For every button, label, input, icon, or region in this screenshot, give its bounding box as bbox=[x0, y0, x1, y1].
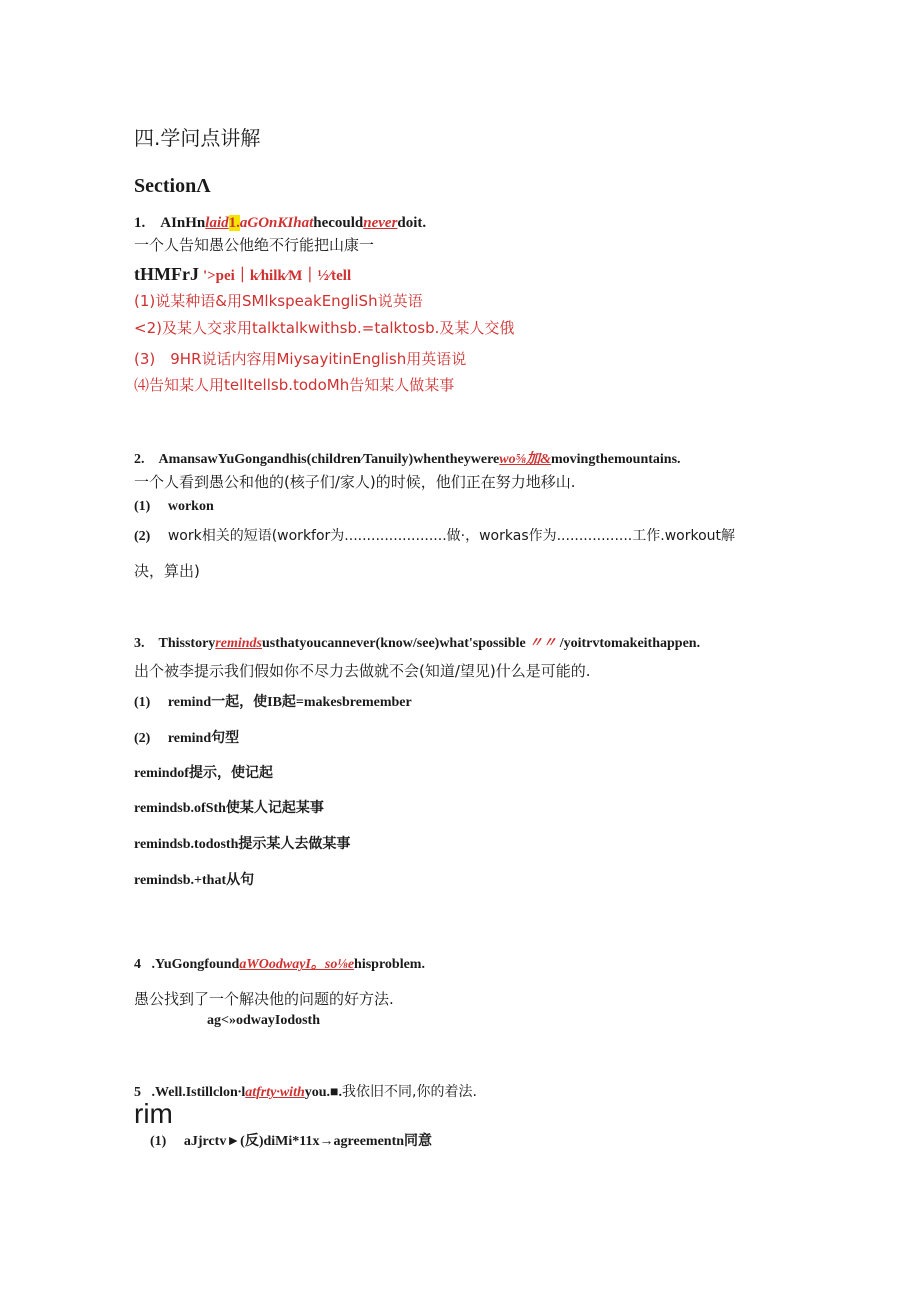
blank-answer: wo⅝加& bbox=[499, 452, 551, 467]
item-1-note-4: ⑷告知某人用telltellsb.todoMh告知某人做某事 bbox=[134, 376, 455, 394]
item-2-number: 2. bbox=[134, 452, 145, 467]
item-4-sentence: 4 .YuGongfoundaWOodwayI。so⅛ehisproblem. bbox=[134, 957, 425, 972]
item-1-number: 1. bbox=[134, 215, 146, 231]
item-4-translation: 愚公找到了一个解决他的问题的好方法. bbox=[134, 990, 394, 1008]
item-3-pattern-1: remindof提示，使记起 bbox=[134, 766, 273, 781]
blank-answer: 〃〃 bbox=[528, 636, 557, 651]
item-1-translation: 一个人告知愚公他绝不行能把山康一 bbox=[134, 236, 375, 254]
item-1-note-3: (3) 9HR说话内容用MiysayitinEnglish用英语说 bbox=[134, 350, 467, 368]
item-4-note: ag<»odwayIodosth bbox=[207, 1013, 321, 1028]
blank-answer: never bbox=[363, 215, 398, 231]
item-3-pattern-3: remindsb.todosth提示某人去做某事 bbox=[134, 837, 351, 852]
item-3-number: 3. bbox=[134, 636, 145, 651]
item-5-sentence: 5 .Well.Istillclon∙latfrty∙withyou.■.我依旧不同,你的着法. bbox=[134, 1084, 477, 1100]
item-5-sub-1: (1) aJjrctv►(反)diMi*11x→agreementn同意 bbox=[150, 1134, 433, 1149]
item-3-sub-2: (2) remind句型 bbox=[134, 731, 240, 746]
item-2-sub-2-cont: 决，算出) bbox=[134, 562, 200, 580]
item-3-sentence: 3. Thisstoryremindsusthatyoucannever(know/see)what'spossible 〃〃 /yoitrvtomakeithappen. bbox=[134, 636, 701, 651]
item-2-sub-2: (2) work相关的短语(workfor为.......................做·，workas作为.................工作.workout解 bbox=[134, 528, 736, 544]
item-2-sentence: 2. AmansawYuGongandhis(children∕Tanuily)whentheywerewo⅝加&movingthemountains. bbox=[134, 452, 681, 467]
item-2-sub-1: (1) workon bbox=[134, 499, 214, 514]
blank-answer: laid bbox=[205, 215, 229, 231]
highlight-mark: 1. bbox=[228, 215, 240, 231]
item-1-note-2: <2)及某人交求用talktalkwithsb.=talktosb.及某人交俄 bbox=[134, 319, 515, 337]
item-3-pattern-4: remindsb.+that从句 bbox=[134, 873, 255, 888]
item-5-number: 5 bbox=[134, 1085, 141, 1100]
item-1-keyword-line: tHMFrJ '>pei｜k∕hilk∕M｜½∕tell bbox=[134, 264, 352, 284]
item-1-note-1: (1)说某种语&用SMlkspeakEngliSh说英语 bbox=[134, 292, 423, 310]
blank-answer: atfrty∙with bbox=[245, 1085, 305, 1100]
item-2-translation: 一个人看到愚公和他的(核子们/家人)的时候，他们正在努力地移山. bbox=[134, 473, 576, 491]
item-3-translation: 出个被李提示我们假如你不尽力去做就不会(知道/望见)什么是可能的. bbox=[134, 662, 591, 680]
item-3-sub-1: (1) remind一起，使IB起=makesbremember bbox=[134, 695, 412, 710]
blank-answer: reminds bbox=[215, 636, 262, 651]
item-5-large-word: rim bbox=[134, 1098, 173, 1129]
section-title: SectionΛ bbox=[134, 175, 211, 197]
section-heading: 四.学问点讲解 bbox=[134, 126, 261, 150]
item-4-number: 4 bbox=[134, 957, 141, 972]
item-1-sentence: 1. AInHnlaid1.aGOnKIhathecouldneverdoit. bbox=[134, 215, 427, 231]
blank-answer: aWOodwayI。so⅛e bbox=[239, 957, 355, 972]
item-3-pattern-2: remindsb.ofSth使某人记起某事 bbox=[134, 801, 324, 816]
